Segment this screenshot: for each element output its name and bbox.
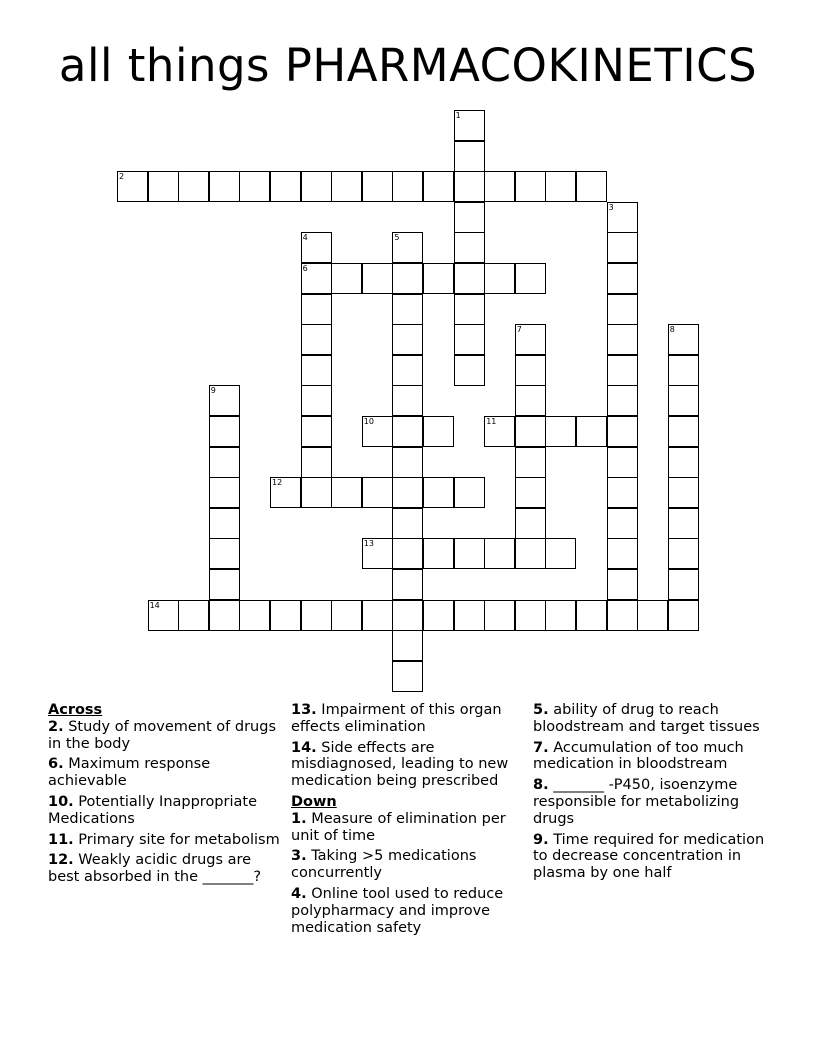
crossword-cell[interactable] — [607, 569, 638, 600]
crossword-cell[interactable] — [454, 294, 485, 325]
crossword-cell[interactable] — [270, 171, 301, 202]
clue-across-11 — [48, 832, 283, 849]
crossword-cell[interactable] — [607, 294, 638, 325]
crossword-cell[interactable] — [515, 447, 546, 478]
clues-column-1 — [48, 702, 283, 890]
clue-number: 12. — [48, 852, 74, 869]
crossword-cell[interactable] — [392, 600, 423, 631]
clue-down-1 — [291, 811, 531, 845]
crossword-cell[interactable] — [423, 600, 454, 631]
crossword-cell[interactable] — [668, 569, 699, 600]
cell-number: 8 — [669, 325, 675, 335]
page-title: all things PHARMACOKINETICS — [58, 39, 758, 92]
crossword-cell[interactable] — [392, 416, 423, 447]
crossword-cell[interactable] — [454, 141, 485, 172]
crossword-cell[interactable] — [607, 416, 638, 447]
clue-text: _______ -P450, isoenzyme responsible for metabolizing drugs — [533, 777, 740, 827]
crossword-cell[interactable] — [454, 355, 485, 386]
crossword-cell[interactable] — [607, 263, 638, 294]
crossword-cell[interactable] — [392, 630, 423, 661]
clue-number: 11. — [48, 831, 74, 848]
cell-number: 9 — [210, 386, 216, 396]
clue-down-3 — [291, 848, 531, 882]
cell-number: 11 — [486, 417, 497, 426]
crossword-cell[interactable] — [637, 600, 668, 631]
crossword-cell[interactable] — [515, 324, 546, 355]
crossword-cell[interactable] — [117, 171, 148, 202]
crossword-cell[interactable] — [362, 263, 393, 294]
crossword-cell[interactable] — [178, 171, 209, 202]
clue-number: 5. — [533, 702, 549, 718]
clue-text: Impairment of this organ effects elimination — [291, 702, 502, 735]
crossword-cell[interactable] — [270, 600, 301, 631]
crossword-cell[interactable] — [301, 324, 332, 355]
crossword-cell[interactable] — [209, 538, 240, 569]
crossword-cell[interactable] — [484, 171, 515, 202]
crossword-cell[interactable] — [515, 416, 546, 447]
crossword-cell[interactable] — [301, 263, 332, 294]
crossword-cell[interactable] — [392, 385, 423, 416]
crossword-cell[interactable] — [515, 355, 546, 386]
crossword-cell[interactable] — [423, 171, 454, 202]
crossword-cell[interactable] — [301, 477, 332, 508]
crossword-cell[interactable] — [454, 263, 485, 294]
crossword-cell[interactable] — [362, 600, 393, 631]
clue-text: Study of movement of drugs in the body — [48, 718, 277, 752]
crossword-cell[interactable] — [392, 569, 423, 600]
crossword-cell[interactable] — [362, 477, 393, 508]
crossword-cell[interactable] — [209, 508, 240, 539]
crossword-cell[interactable] — [239, 171, 270, 202]
cell-number: 13 — [363, 539, 374, 549]
clue-text: ability of drug to reach bloodstream and target tissues — [533, 702, 760, 735]
crossword-cell[interactable] — [545, 600, 576, 631]
crossword-cell[interactable] — [607, 355, 638, 386]
clue-text: Time required for medication to decrease concentration in plasma by one half — [533, 831, 765, 882]
clue-number: 2. — [48, 718, 64, 735]
clue-text: Weakly acidic drugs are best absorbed in the _______? — [48, 852, 262, 886]
crossword-cell[interactable] — [607, 232, 638, 263]
crossword-cell[interactable] — [301, 447, 332, 478]
crossword-cell[interactable] — [331, 263, 362, 294]
crossword-cell[interactable] — [209, 569, 240, 600]
crossword-cell[interactable] — [423, 416, 454, 447]
crossword-cell[interactable] — [607, 508, 638, 539]
crossword-cell[interactable] — [668, 385, 699, 416]
crossword-cell[interactable] — [209, 171, 240, 202]
clue-text: Maximum response achievable — [48, 756, 211, 790]
crossword-cell[interactable] — [454, 202, 485, 233]
clue-across-10 — [48, 794, 283, 828]
crossword-cell[interactable] — [209, 600, 240, 631]
crossword-cell[interactable] — [545, 416, 576, 447]
crossword-cell[interactable] — [484, 263, 515, 294]
crossword-cell[interactable] — [209, 416, 240, 447]
crossword-cell[interactable] — [576, 416, 607, 447]
crossword-cell[interactable] — [576, 171, 607, 202]
crossword-cell[interactable] — [545, 538, 576, 569]
clue-down-4 — [291, 886, 531, 936]
crossword-cell[interactable] — [668, 355, 699, 386]
crossword-cell[interactable] — [392, 661, 423, 692]
crossword-cell[interactable] — [392, 477, 423, 508]
crossword-cell[interactable] — [423, 477, 454, 508]
clue-across-12 — [48, 852, 283, 886]
crossword-cell[interactable] — [301, 232, 332, 263]
crossword-cell[interactable] — [301, 294, 332, 325]
clue-text: Taking >5 medications concurrently — [291, 848, 477, 882]
crossword-cell[interactable] — [270, 477, 301, 508]
clue-text: Primary site for metabolism — [78, 831, 280, 848]
clue-down-8 — [533, 777, 773, 827]
cell-number: 1 — [455, 111, 461, 120]
crossword-cell[interactable] — [515, 385, 546, 416]
crossword-cell[interactable] — [515, 600, 546, 631]
clue-text: Online tool used to reduce polypharmacy and improve medication safety — [291, 885, 504, 936]
crossword-cell[interactable] — [454, 110, 485, 141]
crossword-cell[interactable] — [668, 600, 699, 631]
crossword-cell[interactable] — [148, 171, 179, 202]
cell-number: 3 — [608, 202, 614, 212]
clue-number: 10. — [48, 793, 74, 810]
crossword-cell[interactable] — [454, 477, 485, 508]
crossword-cell[interactable] — [576, 600, 607, 631]
clue-down-9 — [533, 832, 773, 882]
clue-number: 14. — [291, 739, 317, 756]
clue-text: Accumulation of too much medication in bloodstream — [533, 739, 744, 773]
crossword-cell[interactable] — [607, 600, 638, 631]
cell-number: 14 — [149, 600, 160, 610]
clues-column-2 — [291, 702, 531, 940]
crossword-cell[interactable] — [392, 447, 423, 478]
crossword-cell[interactable] — [331, 600, 362, 631]
clue-down-5 — [533, 702, 773, 736]
crossword-cell[interactable] — [209, 385, 240, 416]
crossword-cell[interactable] — [515, 538, 546, 569]
clue-text: Side effects are misdiagnosed, leading to new medication being prescribed — [291, 739, 509, 790]
crossword-cell[interactable] — [607, 477, 638, 508]
clue-down-7 — [533, 740, 773, 774]
crossword-cell[interactable] — [301, 416, 332, 447]
crossword-cell[interactable] — [392, 171, 423, 202]
crossword-cell[interactable] — [515, 263, 546, 294]
crossword-cell[interactable] — [301, 355, 332, 386]
crossword-cell[interactable] — [392, 324, 423, 355]
crossword-cell[interactable] — [545, 171, 576, 202]
clue-across-13 — [291, 702, 531, 736]
crossword-cell[interactable] — [392, 355, 423, 386]
crossword-cell[interactable] — [515, 171, 546, 202]
crossword-cell[interactable] — [668, 538, 699, 569]
crossword-cell[interactable] — [668, 416, 699, 447]
crossword-cell[interactable] — [454, 538, 485, 569]
cell-number: 5 — [394, 233, 400, 243]
crossword-cell[interactable] — [668, 477, 699, 508]
crossword-cell[interactable] — [392, 232, 423, 263]
clue-number: 13. — [291, 702, 317, 718]
crossword-cell[interactable] — [301, 385, 332, 416]
crossword-cell[interactable] — [362, 171, 393, 202]
crossword-cell[interactable] — [484, 416, 515, 447]
crossword-cell[interactable] — [362, 416, 393, 447]
crossword-cell[interactable] — [423, 538, 454, 569]
crossword-cell[interactable] — [178, 600, 209, 631]
crossword-cell[interactable] — [607, 385, 638, 416]
cell-number: 12 — [272, 478, 283, 488]
down-heading: Down — [291, 793, 337, 810]
clue-number: 3. — [291, 848, 307, 865]
crossword-cell[interactable] — [331, 171, 362, 202]
crossword-cell[interactable] — [392, 508, 423, 539]
clue-across-2 — [48, 719, 283, 753]
crossword-cell[interactable] — [668, 508, 699, 539]
crossword-cell[interactable] — [392, 263, 423, 294]
crossword-cell[interactable] — [515, 477, 546, 508]
clue-across-14 — [291, 740, 531, 790]
crossword-cell[interactable] — [392, 294, 423, 325]
crossword-cell[interactable] — [454, 232, 485, 263]
crossword-cell[interactable] — [239, 600, 270, 631]
crossword-cell[interactable] — [454, 600, 485, 631]
crossword-cell[interactable] — [301, 171, 332, 202]
cell-number: 6 — [302, 264, 308, 273]
crossword-cell[interactable] — [484, 538, 515, 569]
crossword-cell[interactable] — [362, 538, 393, 569]
crossword-cell[interactable] — [454, 171, 485, 202]
clue-text: Measure of elimination per unit of time — [291, 810, 506, 844]
crossword-cell[interactable] — [331, 477, 362, 508]
clue-number: 6. — [48, 756, 64, 773]
crossword-cell[interactable] — [423, 263, 454, 294]
crossword-cell[interactable] — [668, 324, 699, 355]
crossword-cell[interactable] — [209, 477, 240, 508]
clue-text: Potentially Inappropriate Medications — [48, 793, 257, 827]
cell-number: 4 — [302, 233, 308, 243]
cell-number: 7 — [516, 325, 522, 335]
clue-across-6 — [48, 756, 283, 790]
clue-number: 9. — [533, 831, 549, 848]
crossword-cell[interactable] — [392, 538, 423, 569]
across-heading: Across — [48, 702, 103, 718]
clue-number: 4. — [291, 885, 307, 902]
crossword-cell[interactable] — [484, 600, 515, 631]
crossword-cell[interactable] — [454, 324, 485, 355]
cell-number: 10 — [363, 417, 374, 426]
crossword-cell[interactable] — [515, 508, 546, 539]
crossword-cell[interactable] — [209, 447, 240, 478]
crossword-cell[interactable] — [607, 324, 638, 355]
crossword-cell[interactable] — [607, 202, 638, 233]
crossword-cell[interactable] — [148, 600, 179, 631]
crossword-cell[interactable] — [668, 447, 699, 478]
clues-column-3 — [533, 702, 773, 886]
clue-number: 7. — [533, 739, 549, 756]
crossword-cell[interactable] — [607, 447, 638, 478]
crossword-cell[interactable] — [607, 538, 638, 569]
cell-number: 2 — [119, 172, 125, 182]
clue-number: 8. — [533, 777, 549, 794]
clue-number: 1. — [291, 810, 307, 827]
crossword-cell[interactable] — [301, 600, 332, 631]
